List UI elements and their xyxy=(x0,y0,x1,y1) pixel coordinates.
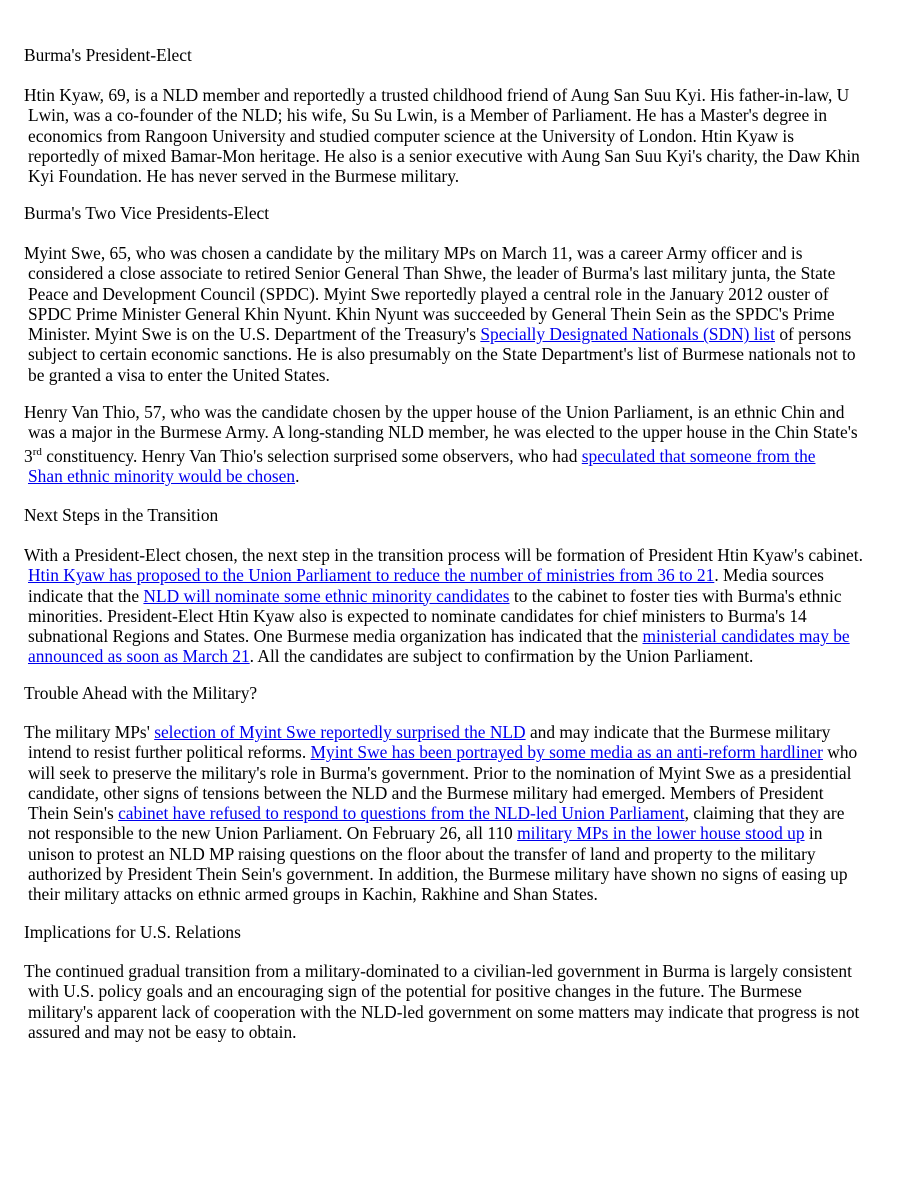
text-line: was a major in the Burmese Army. A long-standing NLD member, he was elected to the upper house in the Chin State's xyxy=(28,422,858,443)
text-line: military's apparent lack of cooperation with the NLD-led government on some matters may indicate that progress is not xyxy=(28,1001,860,1022)
text-line: economics from Rangoon University and studied computer science at the University of London. Htin Kyaw is xyxy=(28,125,794,146)
text-segment: indicate that the xyxy=(28,585,144,606)
paragraph-military xyxy=(24,722,857,905)
text-line xyxy=(24,466,858,486)
text-line: minorities. President-Elect Htin Kyaw also is expected to nominate candidates for chief ministers to Burma's 14 xyxy=(28,605,807,626)
text-line: be granted a visa to enter the United States. xyxy=(28,364,330,385)
paragraph-myint-swe xyxy=(24,243,856,385)
text-line: subject to certain economic sanctions. He is also presumably on the State Department's list of Burmese nationals not to xyxy=(28,344,856,365)
text-line xyxy=(24,586,863,606)
text-line: The continued gradual transition from a military-dominated to a civilian-led government in Burma is largely consistent xyxy=(24,961,852,981)
text-segment: 3 xyxy=(24,445,33,466)
text-line: with U.S. policy goals and an encouraging sign of the potential for positive changes in the future. The Burmese xyxy=(28,981,802,1002)
link-military-mps-stood-up[interactable]: military MPs in the lower house stood up xyxy=(517,823,805,844)
text-segment: not responsible to the new Union Parliament. On February 26, all 110 xyxy=(28,823,518,844)
paragraph-implications xyxy=(24,961,859,1042)
text-line: Lwin, was a co-founder of the NLD; his wife, Su Su Lwin, is a Member of Parliament. He has a Master's degree in xyxy=(28,105,828,126)
link-reduce-ministries[interactable]: Htin Kyaw has proposed to the Union Parliament to reduce the number of ministries from 36 to 21 xyxy=(28,565,715,586)
text-line: Htin Kyaw, 69, is a NLD member and reportedly a trusted childhood friend of Aung San Suu Kyi. His father-in-law, U xyxy=(24,85,850,105)
text-line xyxy=(24,722,857,742)
text-segment: . xyxy=(295,465,300,486)
text-segment: to the cabinet to foster ties with Burma's ethnic xyxy=(509,585,842,606)
heading-next-steps: Next Steps in the Transition xyxy=(24,505,219,525)
link-ministerial-candidates-part2[interactable]: announced as soon as March 21 xyxy=(28,646,250,667)
text-line: assured and may not be easy to obtain. xyxy=(28,1021,297,1042)
text-line xyxy=(24,565,863,585)
link-shan-speculation-part2[interactable]: Shan ethnic minority would be chosen xyxy=(28,465,296,486)
text-line: SPDC Prime Minister General Khin Nyunt. Khin Nyunt was succeeded by General Thein Sein as the SPDC's Prime xyxy=(28,303,835,324)
text-segment: of persons xyxy=(775,324,852,345)
text-segment: The military MPs' xyxy=(24,722,155,742)
text-line: With a President-Elect chosen, the next step in the transition process will be formation of President Htin Kyaw's cabinet. xyxy=(24,545,863,565)
text-segment: Thein Sein's xyxy=(28,803,119,824)
text-line: considered a close associate to retired Senior General Than Shwe, the leader of Burma's last military junta, the State xyxy=(28,263,836,284)
text-line xyxy=(24,823,857,843)
superscript-ordinal: rd xyxy=(32,445,42,458)
link-shan-speculation-part1[interactable]: speculated that someone from the xyxy=(581,445,816,466)
link-sdn-list[interactable]: Specially Designated Nationals (SDN) list xyxy=(480,324,775,345)
text-line xyxy=(24,446,858,466)
text-line xyxy=(24,803,857,823)
text-segment: subnational Regions and States. One Burmese media organization has indicated that the xyxy=(28,626,643,647)
text-segment: . Media sources xyxy=(714,565,824,586)
text-segment: and may indicate that the Burmese military xyxy=(525,722,831,742)
text-line xyxy=(24,324,856,344)
text-segment: . All the candidates are subject to confirmation by the Union Parliament. xyxy=(249,646,754,667)
heading-vice-presidents-elect: Burma's Two Vice Presidents-Elect xyxy=(24,203,270,223)
text-segment: , claiming that they are xyxy=(684,803,845,824)
text-segment: Minister. Myint Swe is on the U.S. Department of the Treasury's xyxy=(28,324,481,345)
text-line: Myint Swe, 65, who was chosen a candidate by the military MPs on March 11, was a career Army officer and is xyxy=(24,243,803,263)
link-ethnic-minority-candidates[interactable]: NLD will nominate some ethnic minority candidates xyxy=(143,585,510,606)
text-line: candidate, other signs of tensions between the NLD and the Burmese military had emerged. Members of President xyxy=(28,782,824,803)
text-line: unison to protest an NLD MP raising questions on the floor about the transfer of land and property to the military xyxy=(28,843,816,864)
text-segment: in xyxy=(804,823,823,844)
text-line: Kyi Foundation. He has never served in the Burmese military. xyxy=(28,166,460,187)
text-segment: intend to resist further political reforms. xyxy=(28,742,311,763)
text-segment: who xyxy=(822,742,858,763)
heading-president-elect: Burma's President-Elect xyxy=(24,45,192,65)
heading-implications: Implications for U.S. Relations xyxy=(24,922,241,942)
heading-trouble-military: Trouble Ahead with the Military? xyxy=(24,683,258,703)
text-line xyxy=(24,646,863,666)
text-line xyxy=(24,742,857,762)
link-selection-surprised-nld[interactable]: selection of Myint Swe reportedly surprised the NLD xyxy=(154,722,526,742)
text-line xyxy=(24,626,863,646)
text-line: authorized by President Thein Sein's government. In addition, the Burmese military have shown no signs of easing up xyxy=(28,864,848,885)
text-line: Henry Van Thio, 57, who was the candidate chosen by the upper house of the Union Parliament, is an ethnic Chin and xyxy=(24,402,845,422)
paragraph-next-steps xyxy=(24,545,863,667)
link-ministerial-candidates-part1[interactable]: ministerial candidates may be xyxy=(642,626,850,647)
text-line: Peace and Development Council (SPDC). Myint Swe reportedly played a central role in the January 2012 ouster of xyxy=(28,283,829,304)
link-cabinet-refused[interactable]: cabinet have refused to respond to questions from the NLD-led Union Parliament xyxy=(118,803,685,824)
text-line: their military attacks on ethnic armed groups in Kachin, Rakhine and Shan States. xyxy=(28,884,598,905)
text-segment: constituency. Henry Van Thio's selection surprised some observers, who had xyxy=(41,445,582,466)
text-line: reportedly of mixed Bamar-Mon heritage. He also is a senior executive with Aung San Suu Kyi's charity, the Daw Khin xyxy=(28,145,860,166)
paragraph-henry-van-thio xyxy=(24,402,858,486)
text-line: will seek to preserve the military's role in Burma's government. Prior to the nomination of Myint Swe as a presidential xyxy=(28,762,852,783)
link-anti-reform-hardliner[interactable]: Myint Swe has been portrayed by some media as an anti-reform hardliner xyxy=(310,742,823,763)
paragraph-president-elect xyxy=(24,85,860,186)
